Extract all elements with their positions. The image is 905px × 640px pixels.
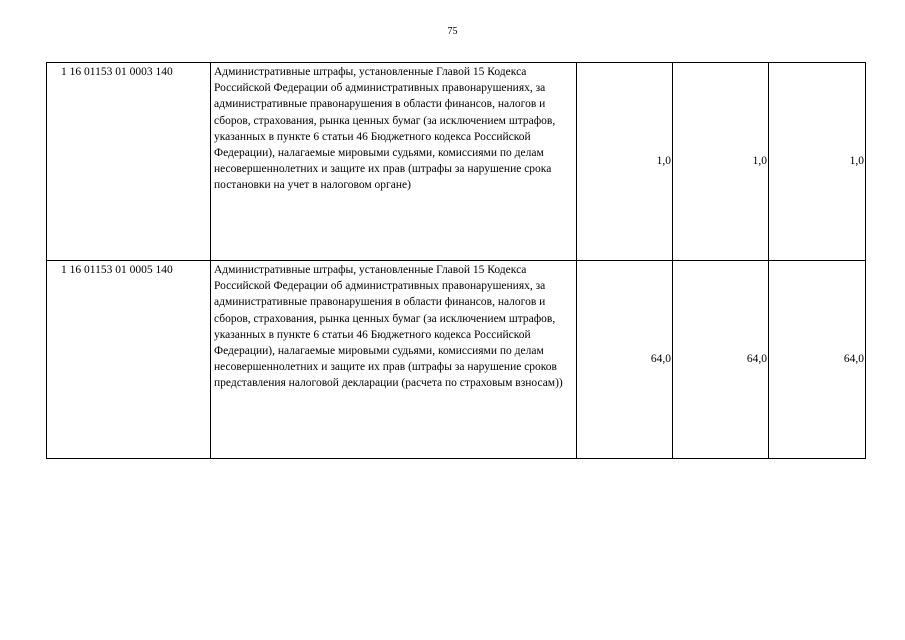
table-row [47,63,866,261]
budget-table [46,62,866,459]
value-cell-year-1: 1,0 [577,63,673,261]
table-row [47,261,866,459]
page-number: 75 [447,26,458,37]
description-cell: Административные штрафы, установленные Главой 15 Кодекса Российской Федерации об административных правонарушениях, за административные правонарушения в области финансов, налогов и сборов, страхования, рынка ценных бумаг (за исключением штрафов, указанных в пункте 6 статьи 46 Бюджетного кодекса Российской Федерации), налагаемые мировыми судьями, комиссиями по делам несовершеннолетних и защите их прав (штрафы за нарушение сроков представления налоговой декларации (расчета по страховым взносам)) [211,261,577,459]
value-cell-year-1: 64,0 [577,261,673,459]
value-cell-year-3: 1,0 [769,63,866,261]
budget-code-cell: 1 16 01153 01 0003 140 [47,63,211,261]
value-cell-year-2: 1,0 [673,63,769,261]
budget-code-cell: 1 16 01153 01 0005 140 [47,261,211,459]
value-cell-year-3: 64,0 [769,261,866,459]
value-cell-year-2: 64,0 [673,261,769,459]
description-cell: Административные штрафы, установленные Главой 15 Кодекса Российской Федерации об административных правонарушениях, за административные правонарушения в области финансов, налогов и сборов, страхования, рынка ценных бумаг (за исключением штрафов, указанных в пункте 6 статьи 46 Бюджетного кодекса Российской Федерации), налагаемые мировыми судьями, комиссиями по делам несовершеннолетних и защите их прав (штрафы за нарушение срока постановки на учет в налоговом органе) [211,63,577,261]
